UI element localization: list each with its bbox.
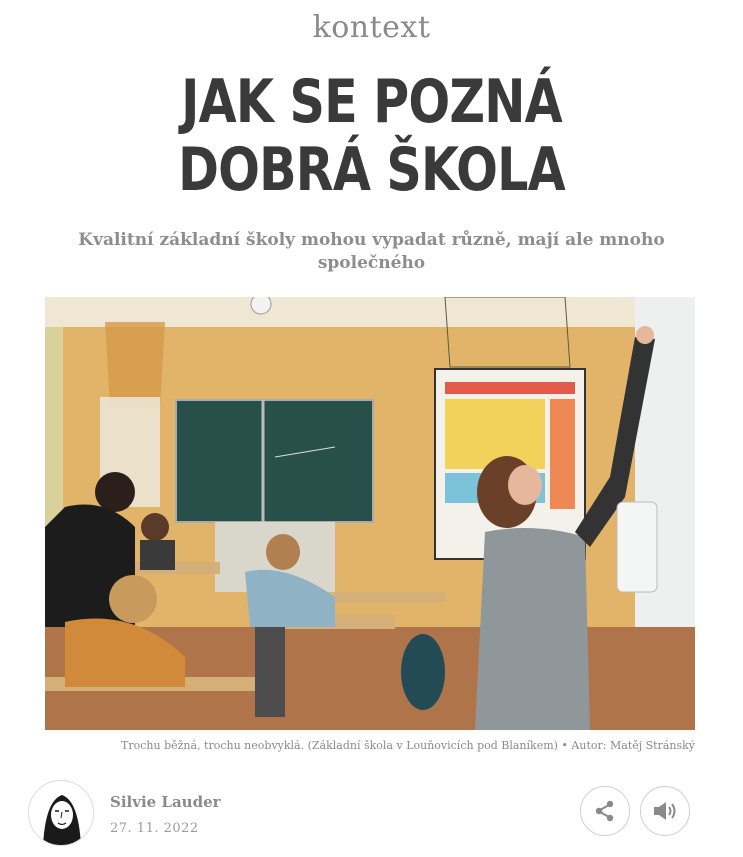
share-button[interactable] xyxy=(580,786,630,836)
article-photo xyxy=(45,297,695,730)
publish-date: 27. 11. 2022 xyxy=(110,821,199,836)
photo-caption: Trochu běžná, trochu neobvyklá. (Základní škola v Louňovicích pod Blaníkem) • Autor: Matěj Stránský xyxy=(121,739,695,752)
listen-button[interactable] xyxy=(640,786,690,836)
author-name[interactable]: Silvie Lauder xyxy=(110,793,221,811)
article-title: JAK SE POZNÁ DOBRÁ ŠKOLA xyxy=(178,67,565,205)
section-label[interactable]: kontext xyxy=(312,10,431,45)
byline xyxy=(28,780,428,846)
article-subtitle: Kvalitní základní školy mohou vypadat různě, mají ale mnoho společného xyxy=(78,230,665,273)
speaker-icon xyxy=(652,800,678,822)
share-icon xyxy=(594,800,616,822)
author-avatar[interactable] xyxy=(28,780,94,846)
